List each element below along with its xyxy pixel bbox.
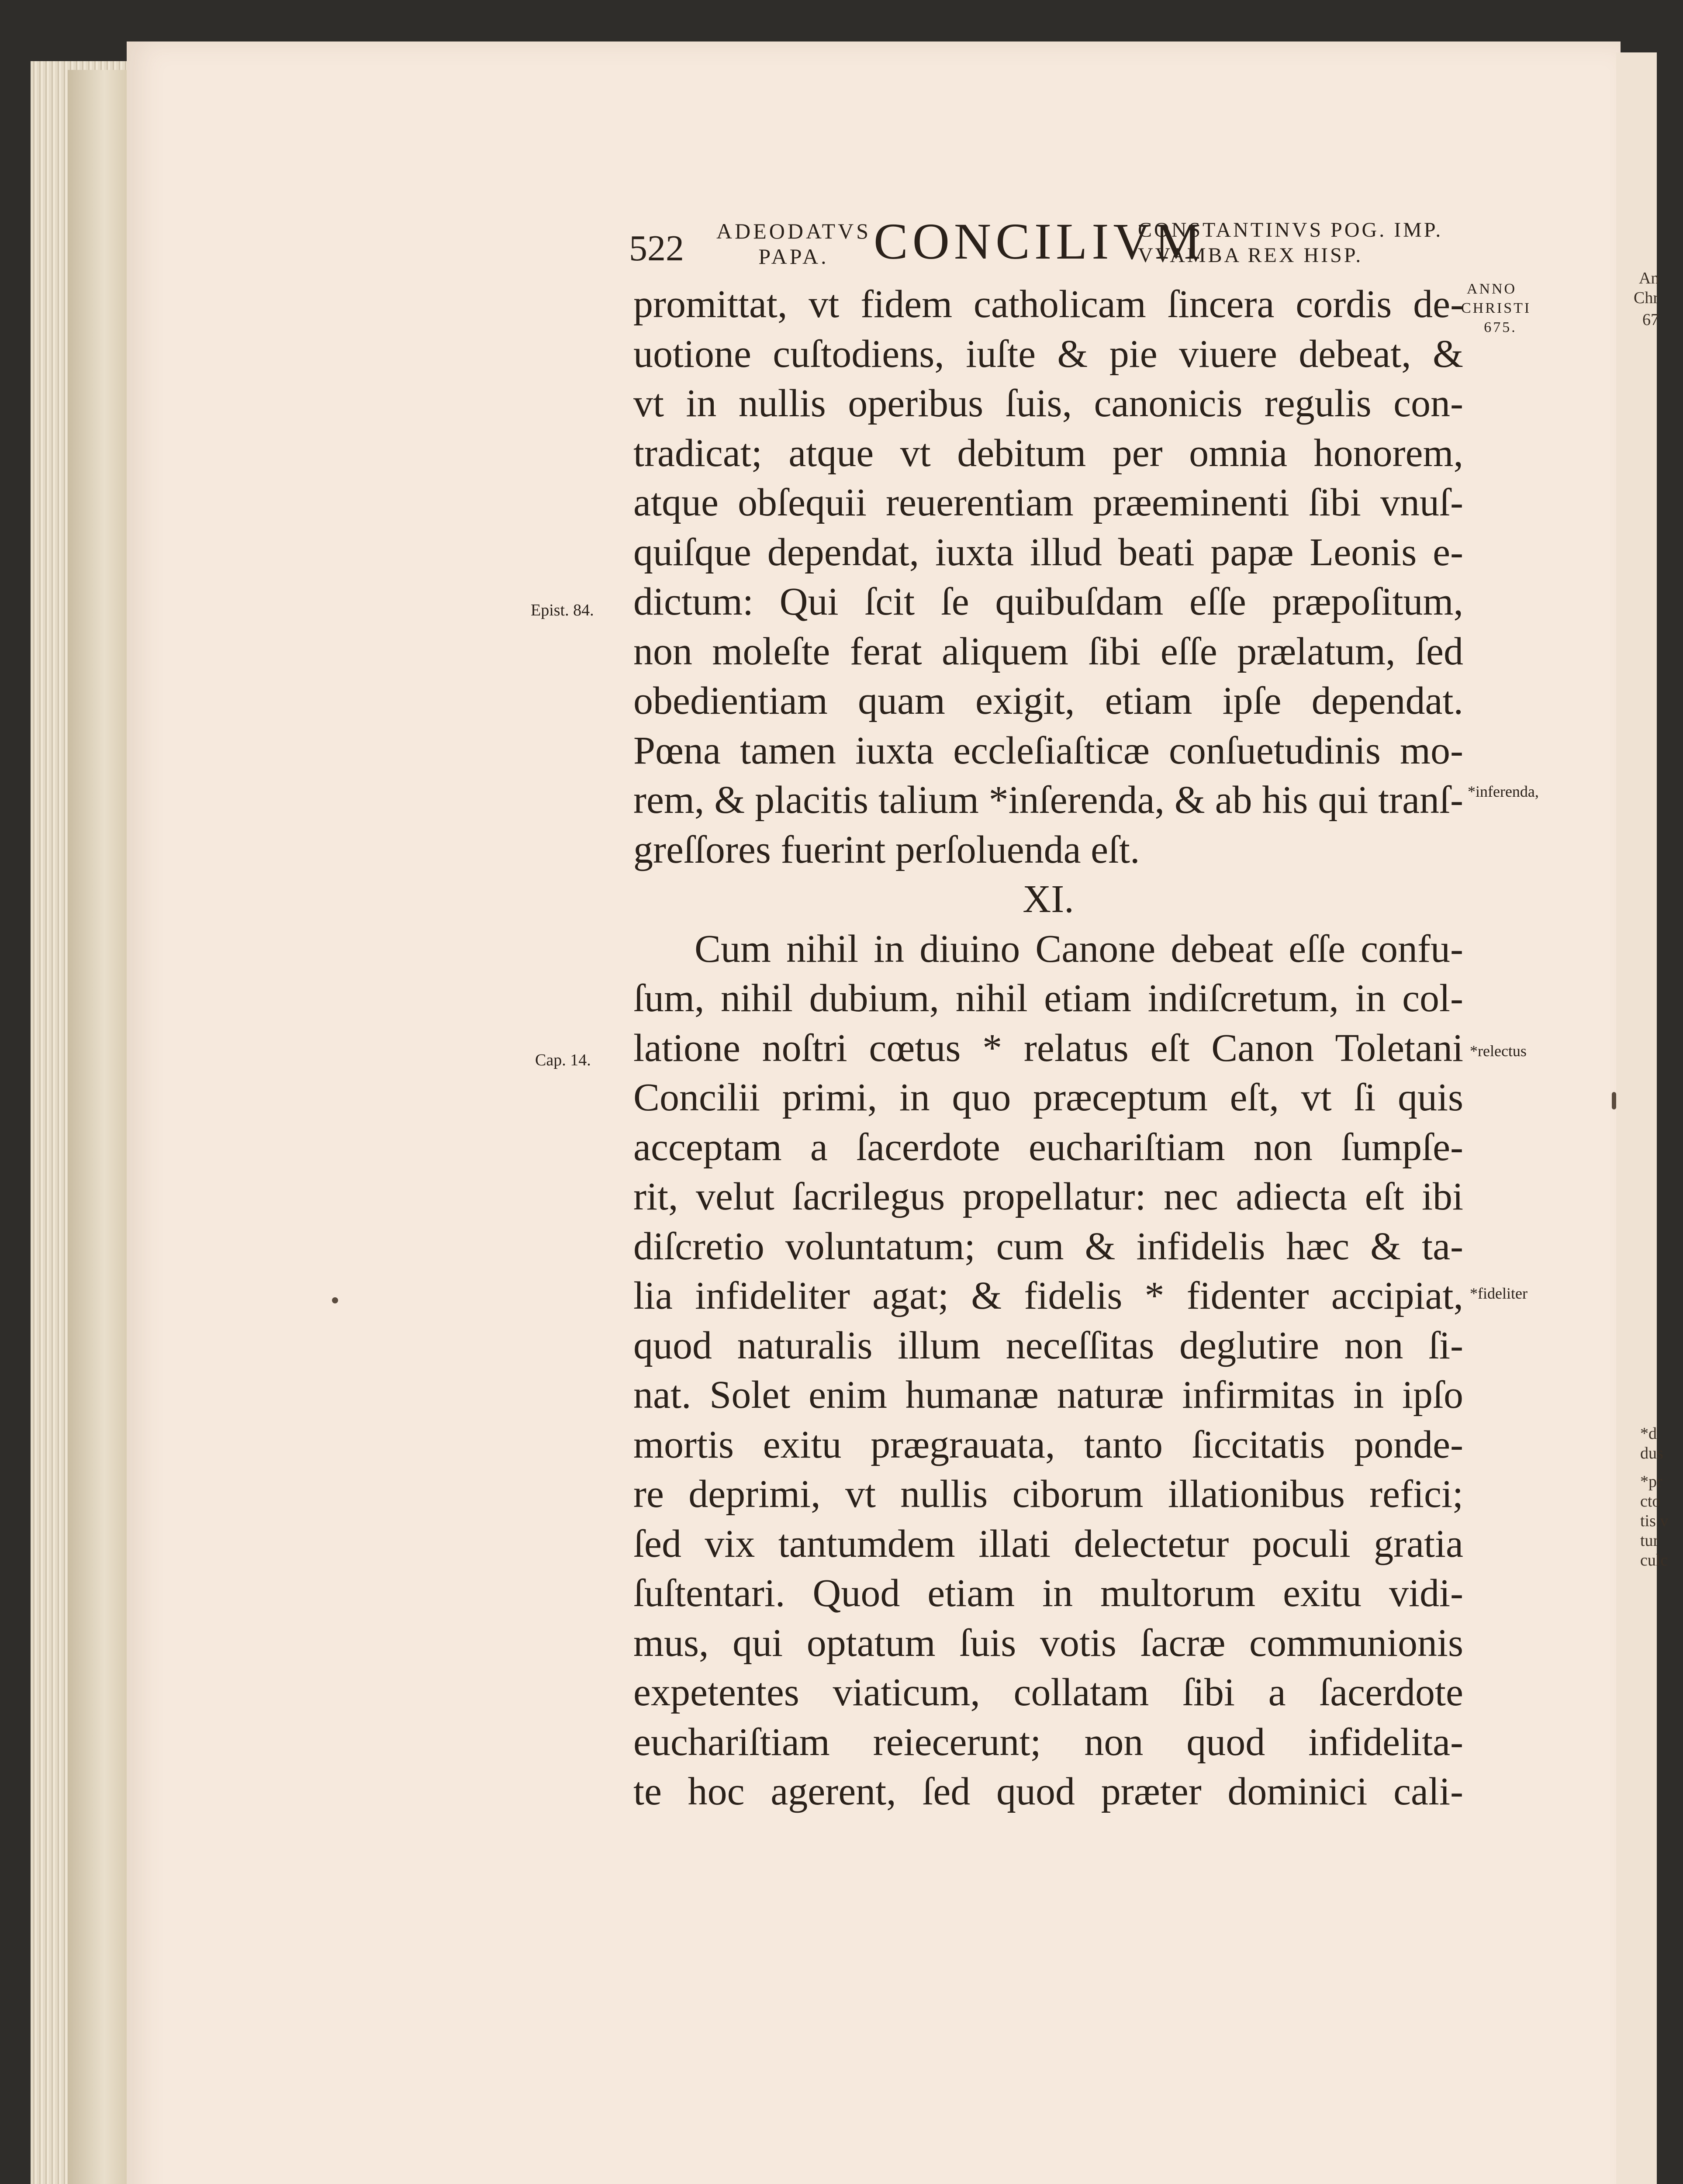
next-page-fragment: *d — [1640, 1424, 1657, 1443]
next-page-fragment: 67 — [1642, 311, 1659, 329]
text-line: mortis exitu prægrauata, tanto ſiccitatis ponde- — [633, 1423, 1463, 1466]
text-line: obedientiam quam exigit, etiam ipſe dependat. — [633, 679, 1463, 722]
header-pope-name: ADEODATVS — [716, 219, 871, 243]
text-line: promittat, vt fidem catholicam ſincera cordis de- — [633, 283, 1463, 326]
text-line: Concilii primi, in quo præceptum eſt, vt ſi quis — [633, 1076, 1463, 1119]
text-line: tradicat; atque vt debitum per omnia honorem, — [633, 431, 1463, 475]
text-line: ſuſtentari. Quod etiam in multorum exitu vidi- — [633, 1572, 1463, 1615]
text-line: rem, & placitis talium *inſerenda, & ab his qui tranſ- — [633, 778, 1463, 822]
text-line: greſſores fuerint perſoluenda eſt. — [633, 828, 1140, 871]
margin-note-cap: Cap. 14. — [535, 1051, 591, 1069]
next-page-fragment: An — [1639, 269, 1659, 287]
margin-note-epist: Epist. 84. — [531, 601, 594, 619]
text-line: uotione cuſtodiens, iuſte & pie viuere debeat, & — [633, 332, 1463, 376]
text-line: quiſque dependat, iuxta illud beati papæ Leonis e- — [633, 530, 1463, 574]
body-text — [633, 280, 1463, 1817]
next-page-fragment: culc — [1640, 1551, 1668, 1569]
text-line: te hoc agerent, ſed quod præter dominici cali- — [633, 1770, 1463, 1813]
text-line: Pœna tamen iuxta eccleſiaſticæ conſuetudinis mo- — [633, 729, 1463, 772]
next-page-fragment: dus — [1640, 1444, 1663, 1462]
text-line: vt in nullis operibus ſuis, canonicis regulis con- — [633, 382, 1463, 425]
page-number: 522 — [629, 228, 684, 269]
next-page-fragment: Chr — [1634, 289, 1659, 307]
header-king: VVAMBA REX HISP. — [1138, 244, 1363, 267]
section-heading: XI. — [1023, 878, 1074, 921]
book-binding — [68, 70, 129, 2184]
margin-year — [1461, 280, 1531, 337]
header-pope — [716, 218, 871, 269]
margin-note-relectus: *relectus — [1470, 1042, 1527, 1060]
text-line: Cum nihil in diuino Canone debeat eſſe confu- — [695, 927, 1463, 971]
text-line: ſum, nihil dubium, nihil etiam indiſcretum, in col- — [633, 977, 1463, 1020]
paper-speck — [332, 1297, 338, 1303]
text-line: dictum: Qui ſcit ſe quibuſdam eſſe præpoſitum, — [633, 580, 1463, 623]
text-line: rit, velut ſacrilegus propellatur: nec adiecta eſt ibi — [633, 1175, 1463, 1218]
text-line: lia infideliter agat; & fidelis * fidenter accipiat, — [633, 1274, 1463, 1317]
text-line: non moleſte ferat aliquem ſibi eſſe prælatum, ſed — [633, 629, 1463, 673]
margin-year-christi: CHRISTI — [1461, 300, 1531, 316]
text-line: diſcretio voluntatum; cum & infidelis hæc & ta- — [633, 1224, 1463, 1268]
text-line: re deprimi, vt nullis ciborum illationibus refici; — [633, 1472, 1463, 1516]
margin-note-fideliter: *fideliter — [1470, 1285, 1527, 1302]
margin-year-anno: ANNO — [1466, 281, 1517, 297]
text-line: quod naturalis illum neceſſitas deglutire non ſi- — [633, 1324, 1463, 1367]
text-line: acceptam a ſacerdote euchariſtiam non ſumpſe- — [633, 1125, 1463, 1169]
header-rulers — [1138, 218, 1443, 268]
text-line: mus, qui optatum ſuis votis ſacræ communionis — [633, 1621, 1463, 1665]
adjacent-page — [1616, 52, 1657, 2184]
header-emperor: CONSTANTINVS POG. IMP. — [1138, 218, 1443, 242]
next-page-fragment: *pr — [1640, 1472, 1662, 1491]
next-page-fragment: cto — [1640, 1492, 1661, 1510]
margin-year-number: 675. — [1484, 319, 1517, 335]
text-line: ſed vix tantumdem illati delectetur poculi gratia — [633, 1522, 1463, 1565]
header-pope-title: PAPA. — [758, 244, 829, 269]
running-title: CONCILIVM — [874, 213, 1205, 270]
text-line: expetentes viaticum, collatam ſibi a ſacerdote — [633, 1671, 1463, 1714]
paper-speck — [1612, 1092, 1616, 1109]
text-line: euchariſtiam reiecerunt; non quod infidelita- — [633, 1720, 1463, 1764]
next-page-fragment: tis v — [1640, 1512, 1669, 1530]
text-line: latione noſtri cœtus * relatus eſt Canon Toletani — [633, 1026, 1463, 1070]
next-page-fragment: tur — [1640, 1531, 1659, 1550]
margin-note-inferenda: *inferenda, — [1468, 783, 1539, 800]
text-line: nat. Solet enim humanæ naturæ infirmitas in ipſo — [633, 1373, 1463, 1417]
text-line: atque obſequii reuerentiam præeminenti ſibi vnuſ- — [633, 481, 1463, 524]
